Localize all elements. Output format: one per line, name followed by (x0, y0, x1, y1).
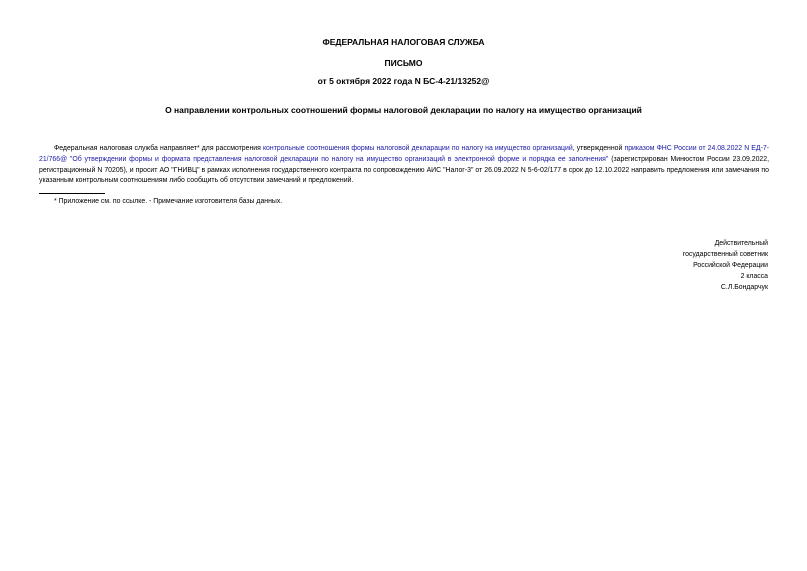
document-subject: О направлении контрольных соотношений формы налоговой декларации по налогу на имущество организаций (165, 105, 642, 115)
control-ratios-link[interactable]: контрольные соотношения формы налоговой декларации по налогу на имущество организаций (262, 145, 573, 152)
footnote-text: * Приложение см. по ссылке. - Примечание изготовителя базы данных. (54, 198, 283, 205)
signatory-name: С.Л.Бондарчук (720, 283, 768, 291)
footnote-divider (39, 193, 105, 194)
fns-order-link[interactable]: приказом ФНС России от 24.08.2022 N ЕД-7-21/766@ "Об утверждении формы и формата представления налоговой декларации по налогу на имущество организаций в электронной форме и порядка ее заполнения" (39, 145, 769, 163)
signature-title-line-1: Действительный (714, 240, 768, 247)
letter-body (39, 144, 769, 187)
signature-title-line-3: Российской Федерации (693, 261, 768, 269)
body-text-part-3: (зарегистрирован Минюстом России 23.09.2022, регистрационный N 70205), и просит АО "ГНИВЦ" в рамках исполнения государственного контракта по сопровождению АИС "Налог-3" от 26.09.2022 N 5-6-02/177 в срок до 12.10.2022 направить предложения или замечания по указанным контрольным соотношениям либо сообщить об отсутствии замечаний и предложений. (39, 155, 769, 185)
body-text-part-1: Федеральная налоговая служба направляет* для рассмотрения (54, 145, 263, 152)
document-date-number: от 5 октября 2022 года N БС-4-21/13252@ (317, 76, 490, 86)
signature-title-line-4: 2 класса (740, 272, 768, 280)
body-text-part-2: , утвержденной (572, 145, 625, 152)
signature-block (683, 239, 768, 294)
signature-title-line-2: государственный советник (682, 250, 768, 258)
agency-name: ФЕДЕРАЛЬНАЯ НАЛОГОВАЯ СЛУЖБА (322, 37, 485, 47)
document-type: ПИСЬМО (384, 58, 423, 68)
